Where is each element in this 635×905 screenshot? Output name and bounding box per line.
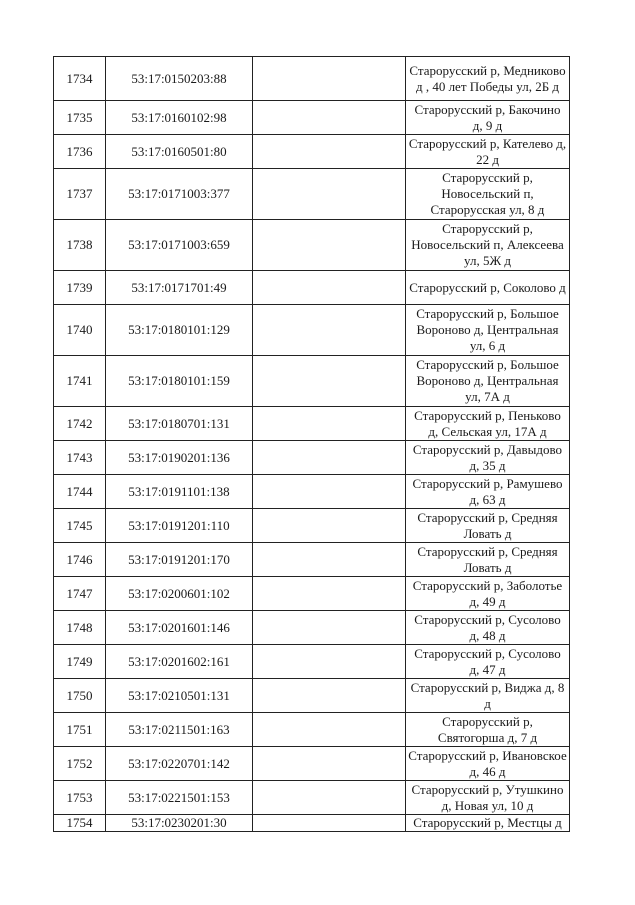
- table-row: [54, 57, 570, 101]
- cadastral-number: 53:17:0230201:30: [106, 815, 253, 832]
- row-number: 1753: [54, 781, 106, 815]
- row-number: 1746: [54, 543, 106, 577]
- table-row: [54, 611, 570, 645]
- address: Старорусский р, Новосельский п, Алексеева ул, 5Ж д: [406, 220, 570, 271]
- empty-cell: [253, 611, 406, 645]
- row-number: 1737: [54, 169, 106, 220]
- address: Старорусский р, Большое Вороново д, Центральная ул, 7А д: [406, 356, 570, 407]
- cadastral-number: 53:17:0221501:153: [106, 781, 253, 815]
- address: Старорусский р, Давыдово д, 35 д: [406, 441, 570, 475]
- empty-cell: [253, 713, 406, 747]
- cadastral-number: 53:17:0200601:102: [106, 577, 253, 611]
- row-number: 1748: [54, 611, 106, 645]
- table-row: [54, 407, 570, 441]
- address: Старорусский р, Пеньково д, Сельская ул, 17А д: [406, 407, 570, 441]
- address: Старорусский р, Виджа д, 8 д: [406, 679, 570, 713]
- empty-cell: [253, 305, 406, 356]
- table-row: [54, 169, 570, 220]
- empty-cell: [253, 169, 406, 220]
- cadastral-number: 53:17:0191101:138: [106, 475, 253, 509]
- table-row: [54, 543, 570, 577]
- empty-cell: [253, 57, 406, 101]
- row-number: 1744: [54, 475, 106, 509]
- table-row: [54, 220, 570, 271]
- table-row: [54, 645, 570, 679]
- cadastral-number: 53:17:0171003:377: [106, 169, 253, 220]
- address: Старорусский р, Сусолово д, 47 д: [406, 645, 570, 679]
- cadastral-number: 53:17:0211501:163: [106, 713, 253, 747]
- address: Старорусский р, Ивановское д, 46 д: [406, 747, 570, 781]
- table-row: [54, 441, 570, 475]
- row-number: 1735: [54, 101, 106, 135]
- table-row: [54, 815, 570, 832]
- empty-cell: [253, 135, 406, 169]
- table-row: [54, 305, 570, 356]
- empty-cell: [253, 407, 406, 441]
- address: Старорусский р, Бакочино д, 9 д: [406, 101, 570, 135]
- table-row: [54, 101, 570, 135]
- table-row: [54, 577, 570, 611]
- address: Старорусский р, Соколово д: [406, 271, 570, 305]
- cadastral-number: 53:17:0180101:159: [106, 356, 253, 407]
- table-row: [54, 509, 570, 543]
- empty-cell: [253, 220, 406, 271]
- row-number: 1752: [54, 747, 106, 781]
- row-number: 1734: [54, 57, 106, 101]
- table-row: [54, 713, 570, 747]
- row-number: 1739: [54, 271, 106, 305]
- table-row: [54, 135, 570, 169]
- empty-cell: [253, 577, 406, 611]
- cadastral-number: 53:17:0171003:659: [106, 220, 253, 271]
- empty-cell: [253, 356, 406, 407]
- row-number: 1741: [54, 356, 106, 407]
- cadastral-number: 53:17:0171701:49: [106, 271, 253, 305]
- cadastral-number: 53:17:0150203:88: [106, 57, 253, 101]
- empty-cell: [253, 679, 406, 713]
- cadastral-number: 53:17:0220701:142: [106, 747, 253, 781]
- empty-cell: [253, 747, 406, 781]
- cadastral-number: 53:17:0191201:110: [106, 509, 253, 543]
- row-number: 1751: [54, 713, 106, 747]
- address: Старорусский р, Сусолово д, 48 д: [406, 611, 570, 645]
- registry-table-body: [54, 57, 570, 832]
- table-row: [54, 781, 570, 815]
- cadastral-number: 53:17:0201602:161: [106, 645, 253, 679]
- table-row: [54, 475, 570, 509]
- table-row: [54, 271, 570, 305]
- cadastral-number: 53:17:0180101:129: [106, 305, 253, 356]
- address: Старорусский р, Средняя Ловать д: [406, 543, 570, 577]
- address: Старорусский р, Утушкино д, Новая ул, 10 д: [406, 781, 570, 815]
- empty-cell: [253, 815, 406, 832]
- row-number: 1754: [54, 815, 106, 832]
- table-row: [54, 356, 570, 407]
- address: Старорусский р, Рамушево д, 63 д: [406, 475, 570, 509]
- empty-cell: [253, 101, 406, 135]
- empty-cell: [253, 645, 406, 679]
- address: Старорусский р, Медниково д , 40 лет Победы ул, 2Б д: [406, 57, 570, 101]
- row-number: 1738: [54, 220, 106, 271]
- empty-cell: [253, 271, 406, 305]
- table-row: [54, 747, 570, 781]
- address: Старорусский р, Заболотье д, 49 д: [406, 577, 570, 611]
- row-number: 1749: [54, 645, 106, 679]
- row-number: 1745: [54, 509, 106, 543]
- cadastral-number: 53:17:0191201:170: [106, 543, 253, 577]
- empty-cell: [253, 543, 406, 577]
- cadastral-number: 53:17:0180701:131: [106, 407, 253, 441]
- address: Старорусский р, Кателево д, 22 д: [406, 135, 570, 169]
- cadastral-number: 53:17:0190201:136: [106, 441, 253, 475]
- cadastral-number: 53:17:0210501:131: [106, 679, 253, 713]
- address: Старорусский р, Большое Вороново д, Центральная ул, 6 д: [406, 305, 570, 356]
- empty-cell: [253, 441, 406, 475]
- empty-cell: [253, 781, 406, 815]
- property-registry-table: [53, 56, 570, 832]
- row-number: 1750: [54, 679, 106, 713]
- cadastral-number: 53:17:0160102:98: [106, 101, 253, 135]
- cadastral-number: 53:17:0201601:146: [106, 611, 253, 645]
- row-number: 1736: [54, 135, 106, 169]
- empty-cell: [253, 509, 406, 543]
- row-number: 1747: [54, 577, 106, 611]
- row-number: 1742: [54, 407, 106, 441]
- address: Старорусский р, Святогорша д, 7 д: [406, 713, 570, 747]
- address: Старорусский р, Новосельский п, Старорусская ул, 8 д: [406, 169, 570, 220]
- address: Старорусский р, Средняя Ловать д: [406, 509, 570, 543]
- table-row: [54, 679, 570, 713]
- empty-cell: [253, 475, 406, 509]
- row-number: 1740: [54, 305, 106, 356]
- cadastral-number: 53:17:0160501:80: [106, 135, 253, 169]
- address: Старорусский р, Местцы д: [406, 815, 570, 832]
- row-number: 1743: [54, 441, 106, 475]
